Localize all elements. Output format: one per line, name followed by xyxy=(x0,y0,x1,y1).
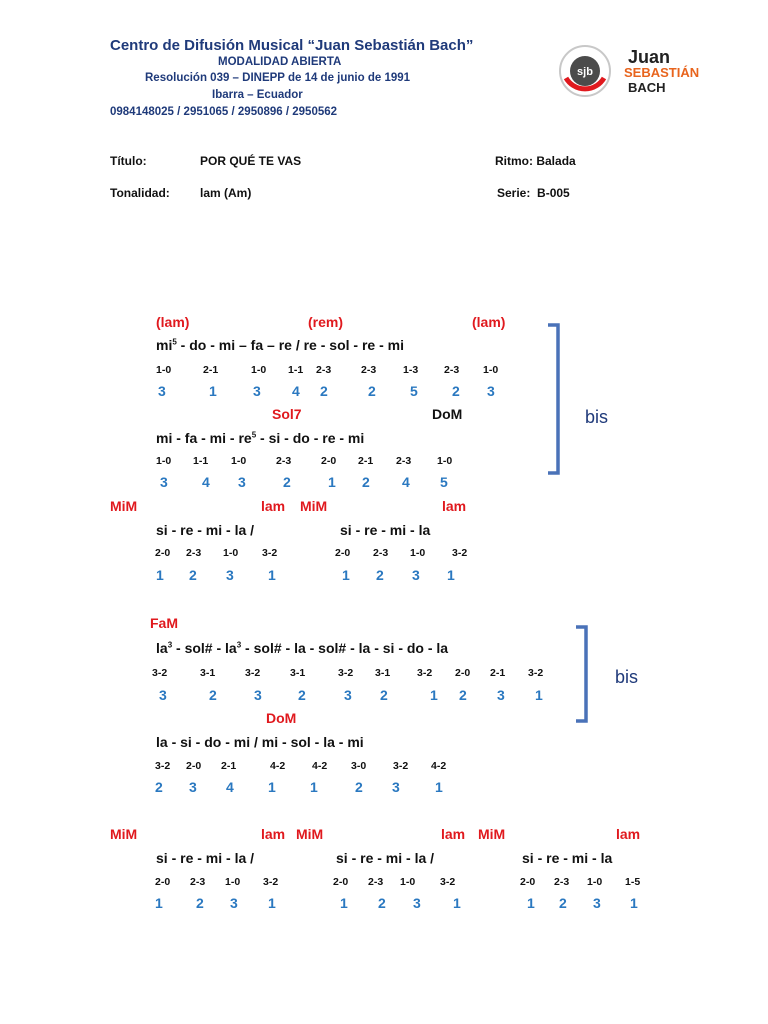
chord: MiM xyxy=(300,498,328,514)
position-label: 3-2 xyxy=(152,667,168,679)
position-label: 1-0 xyxy=(437,455,453,467)
chord: (rem) xyxy=(308,314,344,330)
melody-line: si - re - mi - la / xyxy=(156,850,255,866)
title-value: POR QUÉ TE VAS xyxy=(200,154,302,168)
finger-number: 1 xyxy=(447,567,455,583)
chord: DoM xyxy=(432,406,463,422)
finger-number: 1 xyxy=(527,895,535,911)
chord: (lam) xyxy=(472,314,506,330)
school-name: Centro de Difusión Musical “Juan Sebastián Bach” xyxy=(110,37,474,54)
position-label: 1-5 xyxy=(625,876,641,888)
bis-label: bis xyxy=(615,667,639,687)
position-label: 2-1 xyxy=(221,760,237,772)
chord: MiM xyxy=(478,826,506,842)
finger-number: 3 xyxy=(487,383,495,399)
chord: MiM xyxy=(296,826,324,842)
melody-line: mi - fa - mi - $re^5$ - si - do - re - mi xyxy=(156,430,365,446)
key-value: lam (Am) xyxy=(200,186,252,200)
finger-number: 2 xyxy=(376,567,384,583)
finger-number: 2 xyxy=(559,895,567,911)
position-label: 3-1 xyxy=(200,667,216,679)
finger-number: 3 xyxy=(344,687,352,703)
modality: MODALIDAD ABIERTA xyxy=(218,56,342,68)
finger-number: 2 xyxy=(355,779,363,795)
finger-number: 2 xyxy=(380,687,388,703)
position-label: 1-0 xyxy=(587,876,603,888)
finger-number: 3 xyxy=(254,687,262,703)
finger-number: 2 xyxy=(189,567,197,583)
series-label: Serie: xyxy=(497,186,531,200)
finger-number: 3 xyxy=(159,687,167,703)
melody-line: si - re - mi - la / xyxy=(156,522,255,538)
chord: DoM xyxy=(266,710,297,726)
position-label: 3-2 xyxy=(338,667,354,679)
finger-number: 3 xyxy=(497,687,505,703)
melody-line: la - si - do - mi / mi - sol - la - mi xyxy=(156,734,364,750)
finger-number: 3 xyxy=(230,895,238,911)
position-label: 3-2 xyxy=(393,760,409,772)
finger-number: 3 xyxy=(253,383,261,399)
chord: lam xyxy=(442,498,467,514)
finger-number: 1 xyxy=(209,383,217,399)
finger-number: 1 xyxy=(156,567,164,583)
position-label: 2-3 xyxy=(316,364,332,376)
finger-number: 4 xyxy=(402,474,410,490)
position-label: 4-2 xyxy=(312,760,328,772)
position-label: 3-2 xyxy=(417,667,433,679)
position-label: 3-2 xyxy=(245,667,261,679)
position-label: 1-0 xyxy=(400,876,416,888)
series-value: B-005 xyxy=(537,186,570,200)
logo-emblem-icon xyxy=(558,44,728,100)
position-label: 1-0 xyxy=(223,547,239,559)
finger-number: 3 xyxy=(412,567,420,583)
finger-number: 2 xyxy=(378,895,386,911)
resolution: Resolución 039 – DINEPP de 14 de junio de 1991 xyxy=(145,72,411,84)
position-label: 1-0 xyxy=(251,364,267,376)
svg-text:BACH: BACH xyxy=(628,80,666,95)
melody-line: si - re - mi - la xyxy=(340,522,431,538)
position-label: 2-0 xyxy=(333,876,349,888)
finger-number: 4 xyxy=(202,474,210,490)
chord: lam xyxy=(616,826,641,842)
finger-number: 1 xyxy=(310,779,318,795)
finger-number: 5 xyxy=(410,383,418,399)
finger-number: 4 xyxy=(292,383,300,399)
finger-number: 1 xyxy=(535,687,543,703)
chord: lam xyxy=(261,826,286,842)
chord: MiM xyxy=(110,826,138,842)
repeat-bracket-icon xyxy=(544,322,574,476)
finger-number: 2 xyxy=(298,687,306,703)
finger-number: 3 xyxy=(226,567,234,583)
position-label: 2-3 xyxy=(444,364,460,376)
position-label: 1-0 xyxy=(156,455,172,467)
position-label: 2-3 xyxy=(190,876,206,888)
position-label: 1-0 xyxy=(156,364,172,376)
chord: MiM xyxy=(110,498,138,514)
position-label: 1-3 xyxy=(403,364,419,376)
finger-number: 2 xyxy=(459,687,467,703)
finger-number: 1 xyxy=(268,895,276,911)
position-label: 2-3 xyxy=(186,547,202,559)
svg-text:Juan: Juan xyxy=(628,47,671,67)
position-label: 3-2 xyxy=(155,760,171,772)
position-label: 3-2 xyxy=(440,876,456,888)
position-label: 2-3 xyxy=(373,547,389,559)
finger-number: 2 xyxy=(368,383,376,399)
finger-number: 2 xyxy=(283,474,291,490)
school-logo xyxy=(558,44,728,100)
position-label: 2-0 xyxy=(155,876,171,888)
finger-number: 1 xyxy=(435,779,443,795)
finger-number: 3 xyxy=(160,474,168,490)
position-label: 1-0 xyxy=(410,547,426,559)
position-label: 4-2 xyxy=(270,760,286,772)
position-label: 1-0 xyxy=(231,455,247,467)
position-label: 1-0 xyxy=(483,364,499,376)
finger-number: 3 xyxy=(238,474,246,490)
phones: 0984148025 / 2951065 / 2950896 / 2950562 xyxy=(110,106,338,118)
finger-number: 2 xyxy=(452,383,460,399)
finger-number: 2 xyxy=(209,687,217,703)
chord: lam xyxy=(441,826,466,842)
rhythm-value: Balada xyxy=(536,154,576,168)
melody-line: si - re - mi - la xyxy=(522,850,613,866)
position-label: 1-1 xyxy=(288,364,304,376)
finger-number: 1 xyxy=(155,895,163,911)
position-label: 1-1 xyxy=(193,455,209,467)
finger-number: 1 xyxy=(268,779,276,795)
location: Ibarra – Ecuador xyxy=(212,89,303,101)
finger-number: 1 xyxy=(268,567,276,583)
rhythm xyxy=(495,154,576,168)
position-label: 2-0 xyxy=(520,876,536,888)
melody-line: si - re - mi - la / xyxy=(336,850,435,866)
finger-number: 1 xyxy=(430,687,438,703)
position-label: 3-2 xyxy=(528,667,544,679)
finger-number: 3 xyxy=(413,895,421,911)
chord: Sol7 xyxy=(272,406,302,422)
position-label: 2-1 xyxy=(358,455,374,467)
melody-line: $mi^5$ - do - mi – fa – re / re - sol - re - mi xyxy=(156,337,404,353)
position-label: 2-0 xyxy=(455,667,471,679)
position-label: 2-3 xyxy=(368,876,384,888)
position-label: 1-0 xyxy=(225,876,241,888)
chord: (lam) xyxy=(156,314,190,330)
finger-number: 5 xyxy=(440,474,448,490)
finger-number: 2 xyxy=(196,895,204,911)
position-label: 2-3 xyxy=(361,364,377,376)
chord: FaM xyxy=(150,615,178,631)
key-label: Tonalidad: xyxy=(110,186,170,200)
position-label: 2-0 xyxy=(155,547,171,559)
title-label: Título: xyxy=(110,154,147,168)
position-label: 2-3 xyxy=(554,876,570,888)
position-label: 2-3 xyxy=(276,455,292,467)
finger-number: 3 xyxy=(189,779,197,795)
finger-number: 2 xyxy=(362,474,370,490)
position-label: 3-2 xyxy=(263,876,279,888)
position-label: 2-3 xyxy=(396,455,412,467)
position-label: 3-1 xyxy=(375,667,391,679)
position-label: 2-0 xyxy=(335,547,351,559)
position-label: 3-2 xyxy=(452,547,468,559)
bis-label: bis xyxy=(585,407,609,427)
finger-number: 2 xyxy=(320,383,328,399)
finger-number: 3 xyxy=(593,895,601,911)
position-label: 3-1 xyxy=(290,667,306,679)
position-label: 2-0 xyxy=(321,455,337,467)
svg-text:sjb: sjb xyxy=(577,66,593,78)
finger-number: 1 xyxy=(453,895,461,911)
position-label: 3-2 xyxy=(262,547,278,559)
position-label: 2-1 xyxy=(203,364,219,376)
finger-number: 2 xyxy=(155,779,163,795)
finger-number: 1 xyxy=(342,567,350,583)
finger-number: 4 xyxy=(226,779,234,795)
finger-number: 3 xyxy=(158,383,166,399)
rhythm-label: Ritmo: xyxy=(495,154,533,168)
finger-number: 1 xyxy=(630,895,638,911)
series xyxy=(497,186,570,200)
finger-number: 1 xyxy=(328,474,336,490)
repeat-bracket-icon xyxy=(572,624,602,724)
svg-text:SEBASTIÁN: SEBASTIÁN xyxy=(624,65,700,80)
position-label: 2-1 xyxy=(490,667,506,679)
position-label: 3-0 xyxy=(351,760,367,772)
position-label: 4-2 xyxy=(431,760,447,772)
finger-number: 1 xyxy=(340,895,348,911)
melody-line: $la^3$ - sol# - $la^3$ - sol# - la - sol# - la - si - do - la xyxy=(156,640,449,656)
position-label: 2-0 xyxy=(186,760,202,772)
finger-number: 3 xyxy=(392,779,400,795)
chord: lam xyxy=(261,498,286,514)
